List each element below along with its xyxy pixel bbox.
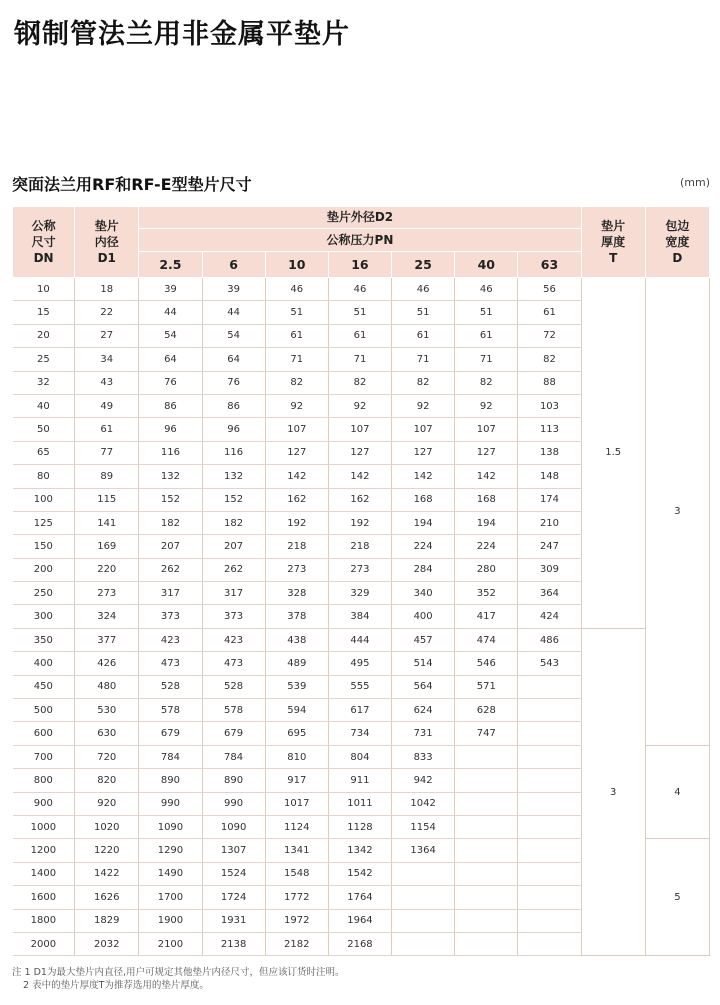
header-pn-4: 25 (392, 252, 455, 278)
table-cell: 600 (13, 722, 75, 745)
table-cell: 141 (75, 511, 139, 534)
table-cell: 169 (75, 535, 139, 558)
table-cell: 273 (328, 558, 391, 581)
table-cell: 115 (75, 488, 139, 511)
table-cell: 100 (13, 488, 75, 511)
table-cell: 280 (455, 558, 518, 581)
header-pn-2: 10 (265, 252, 328, 278)
table-cell: 679 (139, 722, 202, 745)
table-cell: 309 (518, 558, 581, 581)
table-cell: 1626 (75, 886, 139, 909)
table-cell (455, 839, 518, 862)
table-cell: 113 (518, 418, 581, 441)
table-cell: 700 (13, 745, 75, 768)
table-cell: 528 (139, 675, 202, 698)
table-cell (518, 769, 581, 792)
table-cell: 378 (265, 605, 328, 628)
table-cell: 400 (392, 605, 455, 628)
table-cell (518, 815, 581, 838)
table-cell: 92 (392, 394, 455, 417)
table-cell: 273 (75, 582, 139, 605)
table-cell: 54 (202, 324, 265, 347)
note-2: 2 表中的垫片厚度T为推荐选用的垫片厚度。 (23, 980, 209, 991)
table-cell: 224 (455, 535, 518, 558)
table-cell: 900 (13, 792, 75, 815)
header-pn-6: 63 (518, 252, 581, 278)
table-cell: 1017 (265, 792, 328, 815)
table-cell: 127 (392, 441, 455, 464)
table-cell: 1154 (392, 815, 455, 838)
thickness-cell: 1.5 (581, 278, 645, 629)
table-cell: 39 (139, 278, 202, 301)
table-cell: 107 (328, 418, 391, 441)
table-cell: 438 (265, 628, 328, 651)
table-cell: 539 (265, 675, 328, 698)
table-cell: 617 (328, 699, 391, 722)
table-cell: 373 (202, 605, 265, 628)
table-cell: 1800 (13, 909, 75, 932)
table-cell (518, 745, 581, 768)
table-cell (455, 745, 518, 768)
table-cell: 162 (328, 488, 391, 511)
table-cell: 990 (139, 792, 202, 815)
table-cell: 594 (265, 699, 328, 722)
header-pn-3: 16 (328, 252, 391, 278)
table-cell: 50 (13, 418, 75, 441)
table-cell: 150 (13, 535, 75, 558)
table-cell: 820 (75, 769, 139, 792)
table-row (13, 278, 710, 301)
table-cell: 890 (202, 769, 265, 792)
table-cell: 514 (392, 652, 455, 675)
table-cell: 1972 (265, 909, 328, 932)
table-cell: 107 (265, 418, 328, 441)
table-cell: 1011 (328, 792, 391, 815)
table-cell: 76 (202, 371, 265, 394)
header-pn-5: 40 (455, 252, 518, 278)
table-cell: 890 (139, 769, 202, 792)
table-cell: 34 (75, 348, 139, 371)
table-cell: 528 (202, 675, 265, 698)
table-cell: 833 (392, 745, 455, 768)
table-cell: 250 (13, 582, 75, 605)
table-row (13, 628, 710, 651)
table-cell: 1200 (13, 839, 75, 862)
table-cell: 1490 (139, 862, 202, 885)
table-cell (518, 699, 581, 722)
table-cell: 1000 (13, 815, 75, 838)
table-cell: 1090 (202, 815, 265, 838)
table-cell: 571 (455, 675, 518, 698)
table-cell: 920 (75, 792, 139, 815)
table-cell: 92 (265, 394, 328, 417)
table-cell: 86 (202, 394, 265, 417)
table-cell: 300 (13, 605, 75, 628)
gasket-dimension-table (12, 206, 710, 956)
table-cell: 324 (75, 605, 139, 628)
table-cell: 132 (139, 465, 202, 488)
table-cell: 350 (13, 628, 75, 651)
header-pn-1: 6 (202, 252, 265, 278)
table-cell: 2100 (139, 932, 202, 955)
table-cell: 88 (518, 371, 581, 394)
table-cell: 61 (455, 324, 518, 347)
table-cell: 489 (265, 652, 328, 675)
table-cell: 65 (13, 441, 75, 464)
table-cell: 127 (328, 441, 391, 464)
table-cell: 1600 (13, 886, 75, 909)
table-cell: 194 (392, 511, 455, 534)
table-cell: 82 (265, 371, 328, 394)
table-cell: 1542 (328, 862, 391, 885)
table-cell: 207 (202, 535, 265, 558)
table-cell: 92 (455, 394, 518, 417)
table-cell: 423 (139, 628, 202, 651)
table-cell: 44 (139, 301, 202, 324)
table-cell: 679 (202, 722, 265, 745)
table-cell: 917 (265, 769, 328, 792)
table-cell: 480 (75, 675, 139, 698)
table-cell: 578 (139, 699, 202, 722)
table-cell: 125 (13, 511, 75, 534)
table-cell: 39 (202, 278, 265, 301)
table-cell: 328 (265, 582, 328, 605)
table-cell: 20 (13, 324, 75, 347)
table-cell: 1724 (202, 886, 265, 909)
table-cell: 103 (518, 394, 581, 417)
table-cell: 46 (265, 278, 328, 301)
table-cell: 116 (139, 441, 202, 464)
table-cell: 192 (265, 511, 328, 534)
table-cell: 546 (455, 652, 518, 675)
table-cell (518, 792, 581, 815)
table-cell (518, 932, 581, 955)
table-cell: 168 (392, 488, 455, 511)
table-cell: 495 (328, 652, 391, 675)
table-cell: 127 (265, 441, 328, 464)
table-cell: 1342 (328, 839, 391, 862)
table-cell: 142 (392, 465, 455, 488)
header-d1: 垫片 内径 D1 (75, 207, 139, 278)
table-cell (392, 862, 455, 885)
table-cell: 1548 (265, 862, 328, 885)
table-cell: 218 (265, 535, 328, 558)
table-cell: 72 (518, 324, 581, 347)
table-cell: 628 (455, 699, 518, 722)
table-cell: 22 (75, 301, 139, 324)
table-cell: 51 (455, 301, 518, 324)
table-cell: 1764 (328, 886, 391, 909)
table-cell: 530 (75, 699, 139, 722)
table-cell: 49 (75, 394, 139, 417)
table-cell: 1400 (13, 862, 75, 885)
table-cell (392, 932, 455, 955)
header-d: 包边 宽度 D (645, 207, 709, 278)
table-cell: 810 (265, 745, 328, 768)
table-cell: 142 (455, 465, 518, 488)
table-cell: 1220 (75, 839, 139, 862)
table-cell: 423 (202, 628, 265, 651)
header-t: 垫片 厚度 T (581, 207, 645, 278)
table-cell: 127 (455, 441, 518, 464)
table-cell: 162 (265, 488, 328, 511)
table-cell: 76 (139, 371, 202, 394)
table-cell: 500 (13, 699, 75, 722)
notes (12, 966, 344, 992)
table-cell: 329 (328, 582, 391, 605)
table-cell: 138 (518, 441, 581, 464)
table-cell: 273 (265, 558, 328, 581)
table-cell: 1020 (75, 815, 139, 838)
table-cell: 71 (265, 348, 328, 371)
table-cell: 64 (139, 348, 202, 371)
note-1: 注 1 D1为最大垫片内直径,用户可规定其他垫片内径尺寸，但应该订货时注明。 (12, 967, 345, 978)
table-cell: 96 (139, 418, 202, 441)
table-cell: 224 (392, 535, 455, 558)
table-cell: 71 (328, 348, 391, 371)
header-pn: 公称压力PN (139, 229, 581, 252)
table-cell: 800 (13, 769, 75, 792)
table-cell: 450 (13, 675, 75, 698)
page-title: 钢制管法兰用非金属平垫片 (14, 19, 350, 50)
table-cell: 200 (13, 558, 75, 581)
table-cell: 247 (518, 535, 581, 558)
table-cell: 46 (392, 278, 455, 301)
table-cell (518, 675, 581, 698)
table-cell: 43 (75, 371, 139, 394)
table-cell: 61 (392, 324, 455, 347)
table-cell: 44 (202, 301, 265, 324)
table-cell (518, 722, 581, 745)
table-cell (518, 839, 581, 862)
table-cell: 46 (455, 278, 518, 301)
table-cell: 152 (202, 488, 265, 511)
table-cell: 784 (202, 745, 265, 768)
table-cell: 2138 (202, 932, 265, 955)
table-cell: 27 (75, 324, 139, 347)
table-cell: 284 (392, 558, 455, 581)
table-cell: 784 (139, 745, 202, 768)
table-cell: 384 (328, 605, 391, 628)
table-cell: 61 (518, 301, 581, 324)
table-cell: 1422 (75, 862, 139, 885)
table-cell: 474 (455, 628, 518, 651)
table-cell: 1964 (328, 909, 391, 932)
table-cell: 80 (13, 465, 75, 488)
table-cell: 340 (392, 582, 455, 605)
table-cell (455, 909, 518, 932)
table-cell (455, 792, 518, 815)
table-cell: 71 (392, 348, 455, 371)
table-cell: 32 (13, 371, 75, 394)
table-cell: 1700 (139, 886, 202, 909)
table-cell (392, 886, 455, 909)
table-cell: 364 (518, 582, 581, 605)
table-cell: 25 (13, 348, 75, 371)
table-cell: 71 (455, 348, 518, 371)
table-cell: 1772 (265, 886, 328, 909)
table-cell: 107 (392, 418, 455, 441)
table-cell: 168 (455, 488, 518, 511)
table-cell: 142 (265, 465, 328, 488)
table-cell: 262 (202, 558, 265, 581)
table-cell: 1307 (202, 839, 265, 862)
table-cell: 40 (13, 394, 75, 417)
table-cell: 51 (265, 301, 328, 324)
table-cell: 2168 (328, 932, 391, 955)
table-cell: 564 (392, 675, 455, 698)
table-cell (455, 815, 518, 838)
table-cell: 424 (518, 605, 581, 628)
table-cell: 804 (328, 745, 391, 768)
table-cell: 61 (328, 324, 391, 347)
table-cell: 51 (392, 301, 455, 324)
header-pn-0: 2.5 (139, 252, 202, 278)
table-cell: 1829 (75, 909, 139, 932)
table-cell: 543 (518, 652, 581, 675)
table-cell: 92 (328, 394, 391, 417)
table-cell (455, 862, 518, 885)
table-cell: 142 (328, 465, 391, 488)
header-d2: 垫片外径D2 (139, 207, 581, 229)
table-cell: 1090 (139, 815, 202, 838)
header-dn: 公称 尺寸 DN (13, 207, 75, 278)
table-cell: 457 (392, 628, 455, 651)
table-cell: 89 (75, 465, 139, 488)
table-cell: 64 (202, 348, 265, 371)
table-cell: 624 (392, 699, 455, 722)
table-cell: 720 (75, 745, 139, 768)
table-cell: 417 (455, 605, 518, 628)
table-cell: 82 (328, 371, 391, 394)
width-cell: 3 (645, 278, 709, 746)
table-cell: 152 (139, 488, 202, 511)
table-cell: 2000 (13, 932, 75, 955)
table-cell (455, 886, 518, 909)
table-cell: 2182 (265, 932, 328, 955)
unit-label: (mm) (679, 176, 710, 189)
table-cell: 54 (139, 324, 202, 347)
table-cell: 82 (518, 348, 581, 371)
table-cell: 1124 (265, 815, 328, 838)
table-cell: 473 (139, 652, 202, 675)
table-cell: 377 (75, 628, 139, 651)
table-cell: 747 (455, 722, 518, 745)
table-cell (518, 909, 581, 932)
table-cell: 942 (392, 769, 455, 792)
table-cell: 473 (202, 652, 265, 675)
table-cell: 77 (75, 441, 139, 464)
table-cell: 82 (455, 371, 518, 394)
table-cell: 96 (202, 418, 265, 441)
table-cell: 373 (139, 605, 202, 628)
table-cell (455, 769, 518, 792)
table-cell: 194 (455, 511, 518, 534)
table-cell (518, 862, 581, 885)
table-cell: 116 (202, 441, 265, 464)
table-cell: 82 (392, 371, 455, 394)
table-cell: 192 (328, 511, 391, 534)
table-cell: 630 (75, 722, 139, 745)
table-cell: 1042 (392, 792, 455, 815)
table-cell: 182 (139, 511, 202, 534)
table-cell: 46 (328, 278, 391, 301)
table-cell: 317 (202, 582, 265, 605)
table-cell: 990 (202, 792, 265, 815)
table-cell: 426 (75, 652, 139, 675)
table-cell: 578 (202, 699, 265, 722)
table-cell: 210 (518, 511, 581, 534)
table-cell: 56 (518, 278, 581, 301)
table-cell: 444 (328, 628, 391, 651)
table-cell: 61 (265, 324, 328, 347)
table-cell: 1524 (202, 862, 265, 885)
width-cell: 5 (645, 839, 709, 956)
table-cell: 262 (139, 558, 202, 581)
table-cell: 731 (392, 722, 455, 745)
table-cell: 86 (139, 394, 202, 417)
table-cell: 2032 (75, 932, 139, 955)
table-cell: 51 (328, 301, 391, 324)
table-cell: 911 (328, 769, 391, 792)
table-cell (518, 886, 581, 909)
table-cell: 18 (75, 278, 139, 301)
table-cell: 1341 (265, 839, 328, 862)
table-cell: 1128 (328, 815, 391, 838)
table-cell (455, 932, 518, 955)
table-cell: 400 (13, 652, 75, 675)
table-cell: 132 (202, 465, 265, 488)
table-cell: 182 (202, 511, 265, 534)
table-cell: 61 (75, 418, 139, 441)
table-cell: 207 (139, 535, 202, 558)
table-cell: 486 (518, 628, 581, 651)
table-cell: 352 (455, 582, 518, 605)
section-title: 突面法兰用RF和RF-E型垫片尺寸 (12, 175, 252, 194)
table-cell: 1931 (202, 909, 265, 932)
table-cell: 220 (75, 558, 139, 581)
thickness-cell: 3 (581, 628, 645, 955)
table-cell: 1900 (139, 909, 202, 932)
table-cell: 107 (455, 418, 518, 441)
table-cell: 218 (328, 535, 391, 558)
table-cell: 15 (13, 301, 75, 324)
table-cell: 148 (518, 465, 581, 488)
table-cell (392, 909, 455, 932)
table-cell: 555 (328, 675, 391, 698)
width-cell: 4 (645, 745, 709, 839)
table-cell: 734 (328, 722, 391, 745)
table-cell: 695 (265, 722, 328, 745)
table-cell: 1290 (139, 839, 202, 862)
table-cell: 1364 (392, 839, 455, 862)
table-cell: 10 (13, 278, 75, 301)
table-cell: 174 (518, 488, 581, 511)
table-cell: 317 (139, 582, 202, 605)
